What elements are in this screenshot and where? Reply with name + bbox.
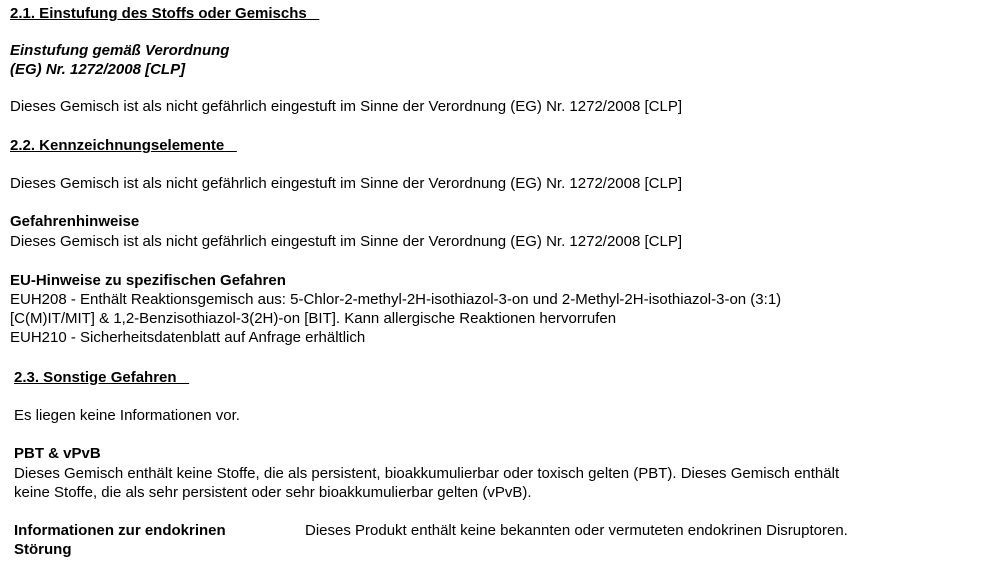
section-2-2-heading: 2.2. Kennzeichnungselemente xyxy=(10,137,225,154)
section-2-1-heading: 2.1. Einstufung des Stoffs oder Gemischs xyxy=(10,5,307,22)
other-hazards-text: Es liegen keine Informationen vor. xyxy=(14,407,240,424)
endocrine-label-line2: Störung xyxy=(14,541,72,558)
eu-hazard-line3: EUH210 - Sicherheitsdatenblatt auf Anfrage erhältlich xyxy=(10,329,366,346)
hazard-statements-text: Dieses Gemisch ist als nicht gefährlich eingestuft im Sinne der Verordnung (EG) Nr. 1272/2008 [CLP] xyxy=(10,233,683,250)
pbt-heading: PBT & vPvB xyxy=(14,445,101,462)
pbt-text-line2: keine Stoffe, die als sehr persistent oder sehr bioakkumulierbar gelten (vPvB). xyxy=(14,484,532,501)
eu-hazard-line2: [C(M)IT/MIT] & 1,2-Benzisothiazol-3(2H)-on [BIT]. Kann allergische Reaktionen hervorrufen xyxy=(10,310,617,327)
pbt-text-line1: Dieses Gemisch enthält keine Stoffe, die als persistent, bioakkumulierbar oder toxisch gelten (PBT). Dieses Gemisch enthält xyxy=(14,465,840,482)
classification-subheading-line1: Einstufung gemäß Verordnung xyxy=(10,42,230,59)
labelling-text: Dieses Gemisch ist als nicht gefährlich eingestuft im Sinne der Verordnung (EG) Nr. 1272/2008 [CLP] xyxy=(10,175,683,192)
eu-hazard-line1: EUH208 - Enthält Reaktionsgemisch aus: 5-Chlor-2-methyl-2H-isothiazol-3-on und 2-Methyl-2H-isothiazol-3-on (3:1) xyxy=(10,291,782,308)
endocrine-label-line1: Informationen zur endokrinen xyxy=(14,522,226,539)
endocrine-text: Dieses Produkt enthält keine bekannten oder vermuteten endokrinen Disruptoren. xyxy=(305,522,848,539)
eu-hazard-heading: EU-Hinweise zu spezifischen Gefahren xyxy=(10,272,286,289)
classification-text: Dieses Gemisch ist als nicht gefährlich eingestuft im Sinne der Verordnung (EG) Nr. 1272/2008 [CLP] xyxy=(10,98,683,115)
section-2-3-heading: 2.3. Sonstige Gefahren xyxy=(14,369,177,386)
hazard-statements-heading: Gefahrenhinweise xyxy=(10,213,140,230)
classification-subheading-line2: (EG) Nr. 1272/2008 [CLP] xyxy=(10,61,186,78)
